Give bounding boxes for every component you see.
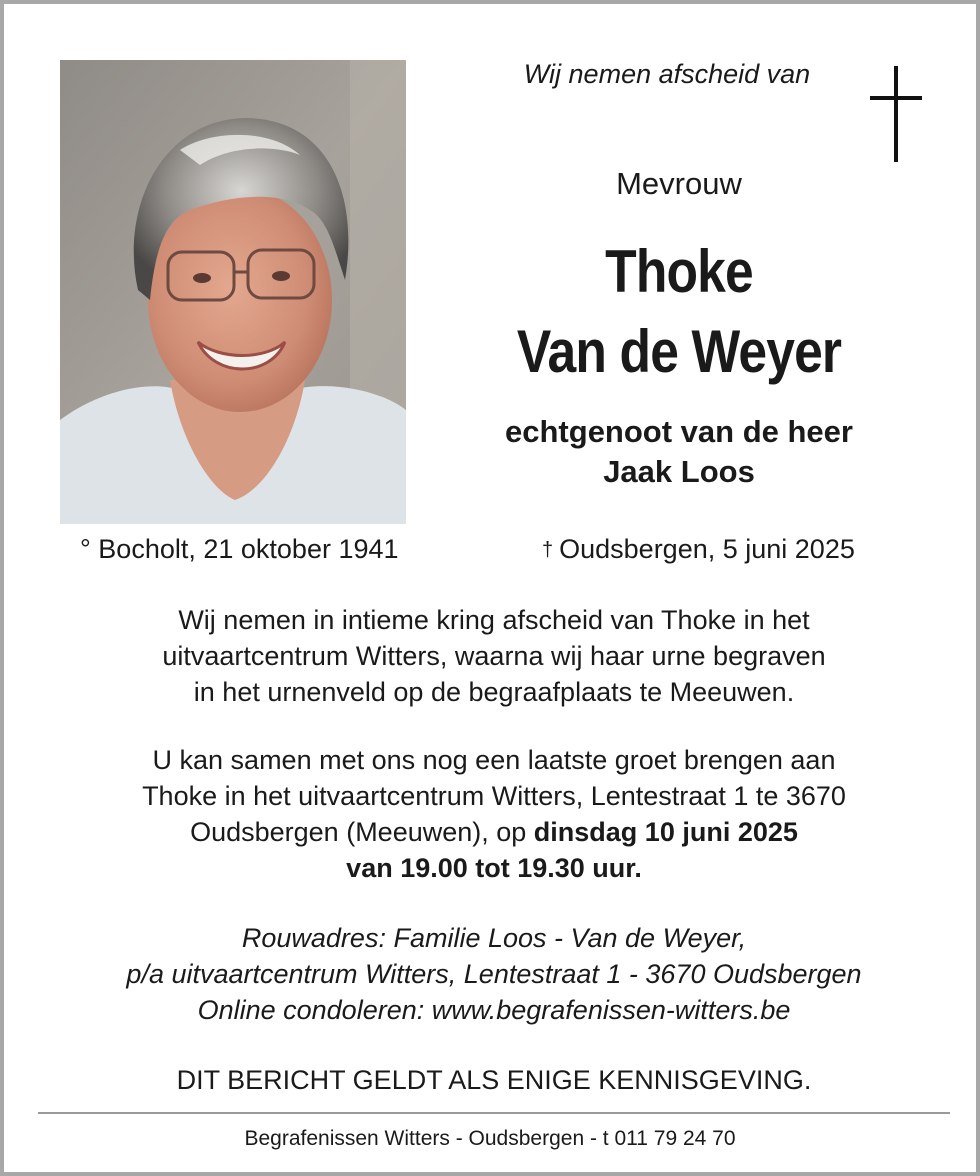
- spouse-info: [444, 412, 914, 492]
- name-first: Thoke: [605, 238, 753, 305]
- death-info: [542, 530, 855, 569]
- intro-line: Wij nemen afscheid van: [523, 59, 811, 89]
- funeral-home-footer: Begrafenissen Witters - Oudsbergen - t 011 79 24 70: [244, 1127, 736, 1150]
- visitation-paragraph: [44, 742, 944, 886]
- deceased-name: [477, 232, 881, 392]
- spouse-line-2: Jaak Loos: [603, 454, 755, 489]
- death-text: Oudsbergen, 5 juni 2025: [559, 534, 855, 564]
- intro-text: [444, 56, 914, 92]
- name-last: Van de Weyer: [516, 318, 842, 385]
- visitation-date: dinsdag 10 juni 2025: [533, 817, 798, 847]
- address-line: Rouwadres: Familie Loos - Van de Weyer,: [241, 923, 747, 953]
- visitation-time: van 19.00 tot 19.30 uur.: [346, 853, 642, 883]
- visitation-location: Oudsbergen (Meeuwen), op: [190, 817, 534, 847]
- condolence-line: Online condoleren: www.begrafenissen-witters.be: [197, 995, 791, 1025]
- honorific: Mevrouw: [616, 166, 742, 201]
- portrait-photo: [60, 60, 406, 524]
- ceremony-paragraph: [44, 602, 944, 710]
- address-block: [44, 920, 944, 1028]
- spouse-line-1: echtgenoot van de heer: [505, 414, 853, 449]
- dagger-icon: †: [542, 539, 554, 561]
- paragraph-line: Thoke in het uitvaartcentrum Witters, Lentestraat 1 te 3670: [142, 781, 846, 811]
- portrait-image: [60, 60, 406, 524]
- paragraph-line: Wij nemen in intieme kring afscheid van Thoke in het: [178, 605, 810, 635]
- latin-cross-icon: [866, 64, 926, 164]
- footer-divider: [38, 1112, 950, 1114]
- birth-info: ° Bocholt, 21 oktober 1941: [80, 534, 399, 564]
- address-line: p/a uitvaartcentrum Witters, Lentestraat 1 - 3670 Oudsbergen: [126, 959, 862, 989]
- paragraph-line: uitvaartcentrum Witters, waarna wij haar urne begraven: [162, 641, 826, 671]
- paragraph-line: [44, 814, 944, 850]
- paragraph-line: in het urnenveld op de begraafplaats te Meeuwen.: [193, 677, 795, 707]
- paragraph-line: U kan samen met ons nog een laatste groet brengen aan: [152, 745, 836, 775]
- notice-statement: DIT BERICHT GELDT ALS ENIGE KENNISGEVING.: [176, 1065, 812, 1095]
